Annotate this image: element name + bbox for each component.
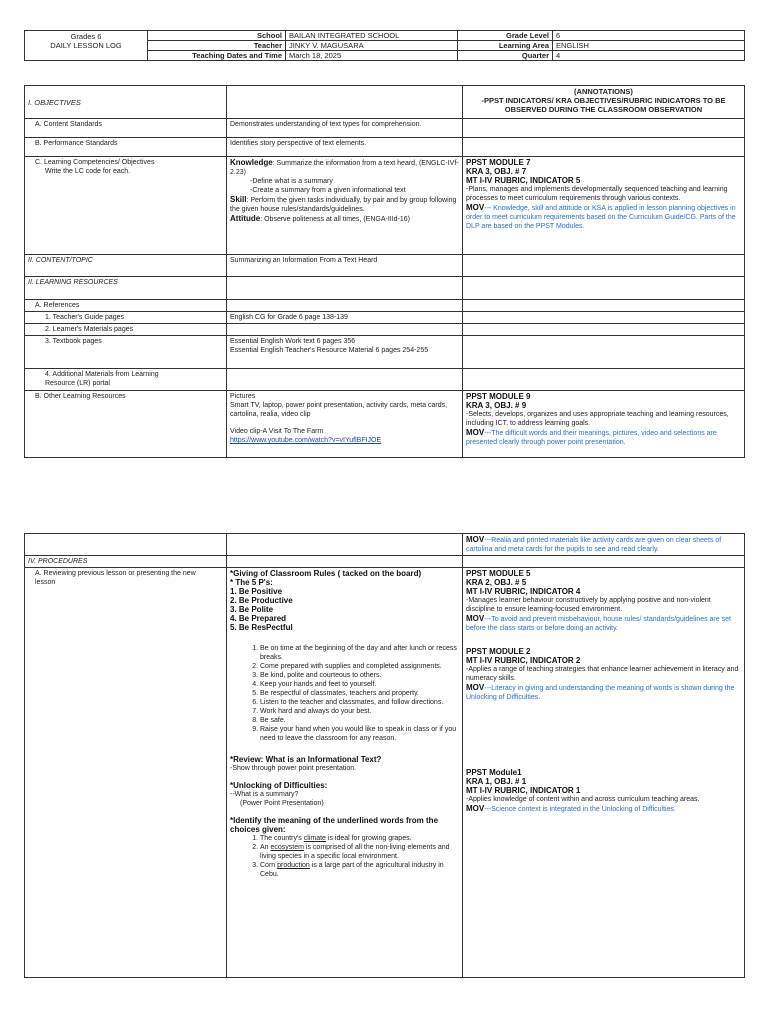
resources-blank	[227, 277, 463, 300]
performance-standards-value: Identifies story perspective of text elements.	[227, 138, 463, 157]
teachers-guide-value: English CG for Grade 6 page 138-139	[227, 312, 463, 324]
mov-text: ---Science context is integrated in the Unlocking of Difficulties.	[484, 806, 676, 813]
content-standards-ann	[463, 119, 745, 138]
mov-text: ---Realia and printed materials like activity cards are given on clear sheets of cartolina and meta cards for the pupils to see and read clearly.	[466, 537, 722, 553]
underlined-word: climate	[303, 835, 326, 842]
other-equipment: Smart TV, laptop, power point presentation, activity cards, meta cards, cartolina, realia, video clip	[230, 402, 448, 418]
content-topic-ann	[463, 255, 745, 277]
unlock-ppt: (Power Point Presentation)	[240, 800, 324, 807]
review-label: A. Reviewing previous lesson or presenting the new lesson	[25, 568, 227, 978]
ann-kra-3-7: KRA 3, OBJ. # 7	[466, 167, 527, 176]
lc-code-note: Write the LC code for each.	[45, 168, 131, 175]
sentence-item	[260, 843, 459, 861]
ann-module-9: PPST MODULE 9	[466, 392, 531, 401]
mov-label: MOV	[466, 428, 485, 437]
mov-label: MOV	[466, 683, 485, 692]
review-ann	[463, 568, 745, 978]
resources-ann-blank	[463, 277, 745, 300]
school-value: BAILAN INTEGRATED SCHOOL	[286, 31, 458, 41]
textbook-label: 3. Textbook pages	[25, 336, 227, 369]
other-resources-ann	[463, 391, 745, 458]
learning-area-label: Learning Area	[458, 41, 553, 51]
annotations-subtitle: -PPST INDICATORS/ KRA OBJECTIVES/RUBRIC INDICATORS TO BE OBSERVED DURING THE CLASSROOM OBSERVATION	[481, 96, 726, 114]
knowledge-label: Knowledge	[230, 158, 273, 167]
dll-table-page2	[24, 533, 745, 978]
school-label: School	[148, 31, 286, 41]
dates-label: Teaching Dates and Time	[148, 51, 286, 61]
rule-item: 3. Be kind, polite and courteous to others.	[260, 671, 459, 680]
define-line: -Define what is a summary	[250, 178, 333, 185]
grade-title: Grades 6	[70, 32, 102, 41]
rule-item: 6. Listen to the teacher and classmates, and follow directions.	[260, 698, 459, 707]
skill-line	[230, 195, 459, 214]
other-pictures: Pictures	[230, 393, 256, 400]
p2-top-left	[25, 534, 227, 556]
video-clip-label: Video clip-A Visit To The Farm	[230, 428, 324, 435]
review-content	[227, 568, 463, 978]
five-ps: * The 5 P's:	[230, 578, 273, 587]
ann-module-1: PPST Module1	[466, 768, 522, 777]
lr-portal-label: 4. Additional Materials from Learning Resource (LR) portal	[25, 369, 227, 391]
annotations-title: (ANNOTATIONS)	[574, 87, 633, 96]
p-respectful: 5. Be ResPectful	[230, 623, 293, 632]
identify-title: *Identify the meaning of the underlined words from the choices given:	[230, 816, 439, 834]
performance-standards-label: B. Performance Standards	[25, 138, 227, 157]
textbook-ann	[463, 336, 745, 369]
references-label: A. References	[25, 300, 227, 312]
textbook-value	[227, 336, 463, 369]
rule-item: 4. Keep your hands and feet to yourself.	[260, 680, 459, 689]
p-prepared: 4. Be Prepared	[230, 614, 287, 623]
learners-materials-value	[227, 324, 463, 336]
procedures-ann	[463, 556, 745, 568]
grade-level-label: Grade Level	[458, 31, 553, 41]
competencies-label-cell	[25, 157, 227, 255]
p-polite: 3. Be Polite	[230, 605, 274, 614]
underlined-word: production	[277, 862, 310, 869]
sentence-text: is a large part of the agricultural industry in Cebu.	[260, 862, 444, 878]
references-value	[227, 300, 463, 312]
ann-kra-2-5: KRA 2, OBJ. # 5	[466, 578, 527, 587]
sentence-item	[260, 834, 459, 843]
rule-item: 1. Be on time at the beginning of the day and after lunch or recess breaks.	[260, 644, 459, 662]
rules-title: *Giving of Classroom Rules ( tacked on the board)	[230, 569, 422, 578]
ann-rubric-4: MT I-IV RUBRIC, INDICATOR 4	[466, 587, 581, 596]
underlined-word: ecosystem	[270, 844, 304, 851]
quarter-label: Quarter	[458, 51, 553, 61]
spacer	[466, 633, 741, 647]
rule-item: 9. Raise your hand when you would like to speak in class or if you need to leave the classroom for any reason.	[260, 725, 459, 743]
procedures-heading: IV. PROCEDURES	[25, 556, 227, 568]
ann-mov-science	[466, 804, 741, 814]
ann-desc-strategies: -Applies a range of teaching strategies that enhance learner achievement in literacy and numeracy skills.	[466, 666, 739, 682]
teacher-label: Teacher	[148, 41, 286, 51]
sentence-text: An	[260, 844, 271, 851]
learners-materials-ann	[463, 324, 745, 336]
knowledge-line	[230, 158, 459, 177]
ann-module-7: PPST MODULE 7	[466, 158, 531, 167]
textbook-value-1: Essential English Work text 6 pages 356	[230, 338, 356, 345]
knowledge-text: : Summarize the information from a text heard, (ENGLC-IVf-2.23)	[230, 160, 459, 176]
rule-item: 5. Be respectful of classmates, teachers and property.	[260, 689, 459, 698]
dll-table-page1	[24, 85, 745, 458]
textbook-value-2: Essential English Teacher's Resource Material 6 pages 254-255	[230, 347, 429, 354]
spacer	[230, 632, 459, 644]
rule-item: 8. Be safe.	[260, 716, 459, 725]
skill-label: Skill	[230, 195, 247, 204]
spacer	[466, 702, 741, 768]
competencies-value	[227, 157, 463, 255]
sentence-text: Corn	[260, 862, 278, 869]
content-topic-value: Summarizing an Information From a Text Heard	[227, 255, 463, 277]
references-ann	[463, 300, 745, 312]
mov-text: --- Knowledge, skill and attitude or KSA is applied in lesson planning objectives in order to meet curriculum requirements based on the Curriculum Guide/CG. Parts of the DLP are based on the PPST Modules.	[466, 205, 736, 230]
spacer	[230, 808, 459, 816]
ann-desc-knowledge: -Applies knowledge of content within and across curriculum teaching areas.	[466, 796, 700, 803]
objectives-blank	[227, 86, 463, 119]
ann-rubric-2: MT I-IV RUBRIC, INDICATOR 2	[466, 656, 581, 665]
grade-level-value: 6	[553, 31, 745, 41]
unlock-question: --What is a summary?	[230, 791, 299, 798]
mov-text: ---To avoid and prevent misbehaviour, house rules/ standards/guidelines are set before the class starts or before doing an activity.	[466, 616, 731, 632]
spacer	[230, 743, 459, 755]
review-sub: -Show through power point presentation.	[230, 765, 357, 772]
other-resources-label: B. Other Learning Resources	[25, 391, 227, 458]
unlock-title: *Unlocking of Difficulties:	[230, 781, 328, 790]
content-standards-value: Demonstrates understanding of text types for comprehension.	[227, 119, 463, 138]
annotations-header	[463, 86, 745, 119]
mov-label: MOV	[466, 535, 485, 544]
sentences-list	[230, 834, 459, 879]
mov-label: MOV	[466, 614, 485, 623]
ann-module-5: PPST MODULE 5	[466, 569, 531, 578]
review-title: *Review: What is an Informational Text?	[230, 755, 382, 764]
header-title-cell	[25, 31, 148, 61]
spacer	[230, 773, 459, 781]
sentence-text: The country's	[260, 835, 304, 842]
competencies-ann	[463, 157, 745, 255]
ann-module-2: PPST MODULE 2	[466, 647, 531, 656]
ann-kra-3-9: KRA 3, OBJ. # 9	[466, 401, 527, 410]
ann-mov-words	[466, 428, 741, 447]
attitude-line	[230, 214, 459, 224]
quarter-value: 4	[553, 51, 745, 61]
sentence-text: is ideal for growing grapes.	[325, 835, 412, 842]
p-productive: 2. Be Productive	[230, 596, 293, 605]
resources-heading: II. LEARNING RESOURCES	[25, 277, 227, 300]
rule-item: 7. Work hard and always do your best.	[260, 707, 459, 716]
ann-desc-manages: -Manages learner behaviour constructively by applying positive and non-violent discipline to ensure learning-focused environment.	[466, 597, 711, 613]
attitude-text: : Observe politeness at all times, (ENGA-IIId-16)	[260, 216, 410, 223]
content-standards-label: A. Content Standards	[25, 119, 227, 138]
dates-value: March 18, 2025	[286, 51, 458, 61]
mov-text: ---The difficult words and their meanings, pictures, video and selections are presented clearly through power point presentation.	[466, 430, 717, 446]
other-resources-value	[227, 391, 463, 458]
sentence-item	[260, 861, 459, 879]
mov-text: ---Literacy in giving and understanding the meaning of words is shown during the Unlocking of Difficulties.	[466, 685, 735, 701]
mov-label: MOV	[466, 804, 485, 813]
ann-kra-1-1: KRA 1, OBJ. # 1	[466, 777, 527, 786]
dll-title: DAILY LESSON LOG	[50, 41, 122, 50]
p-positive: 1. Be Positive	[230, 587, 283, 596]
ann-desc-selects: -Selects, develops, organizes and uses appropriate teaching and learning resources, including ICT, to address learning goals.	[466, 411, 729, 427]
ann-mov-literacy	[466, 683, 741, 702]
performance-standards-ann	[463, 138, 745, 157]
rules-list	[230, 644, 459, 743]
ann-mov-ksa	[466, 203, 741, 231]
rule-item: 2. Come prepared with supplies and completed assignments.	[260, 662, 459, 671]
skill-text: : Perform the given tasks individually, by pair and by group following the given house rules/standards/guidelines.	[230, 197, 457, 213]
lr-portal-ann	[463, 369, 745, 391]
lr-portal-value	[227, 369, 463, 391]
teacher-value: JINKY V. MAGUSARA	[286, 41, 458, 51]
header-table	[24, 30, 745, 61]
learners-materials-label: 2. Learner's Materials pages	[25, 324, 227, 336]
teachers-guide-label: 1. Teacher's Guide pages	[25, 312, 227, 324]
content-topic-heading: II. CONTENT/TOPIC	[25, 255, 227, 277]
ann-rubric-5: MT I-IV RUBRIC, INDICATOR 5	[466, 176, 581, 185]
ann-rubric-1: MT I-IV RUBRIC, INDICATOR 1	[466, 786, 581, 795]
teachers-guide-ann	[463, 312, 745, 324]
attitude-label: Attitude	[230, 214, 261, 223]
learning-area-value: ENGLISH	[553, 41, 745, 51]
competencies-label: C. Learning Competencies/ Objectives	[35, 159, 155, 166]
mov-label: MOV	[466, 203, 485, 212]
objectives-heading: I. OBJECTIVES	[25, 86, 227, 119]
spacer	[230, 419, 459, 427]
p2-top-mov	[463, 534, 745, 556]
video-link[interactable]: https://www.youtube.com/watch?v=vIYuflBFIJOE	[230, 437, 382, 444]
p2-top-mid	[227, 534, 463, 556]
sentence-text: is comprised of all the non-living elements and living species in a specific local environment.	[260, 844, 450, 860]
procedures-mid	[227, 556, 463, 568]
ann-mov-rules	[466, 614, 741, 633]
create-line: -Create a summary from a given informational text	[250, 187, 406, 194]
ann-desc-plans: -Plans, manages and implements developmentally sequenced teaching and learning processes to meet curriculum requirements through various contexts.	[466, 186, 728, 202]
